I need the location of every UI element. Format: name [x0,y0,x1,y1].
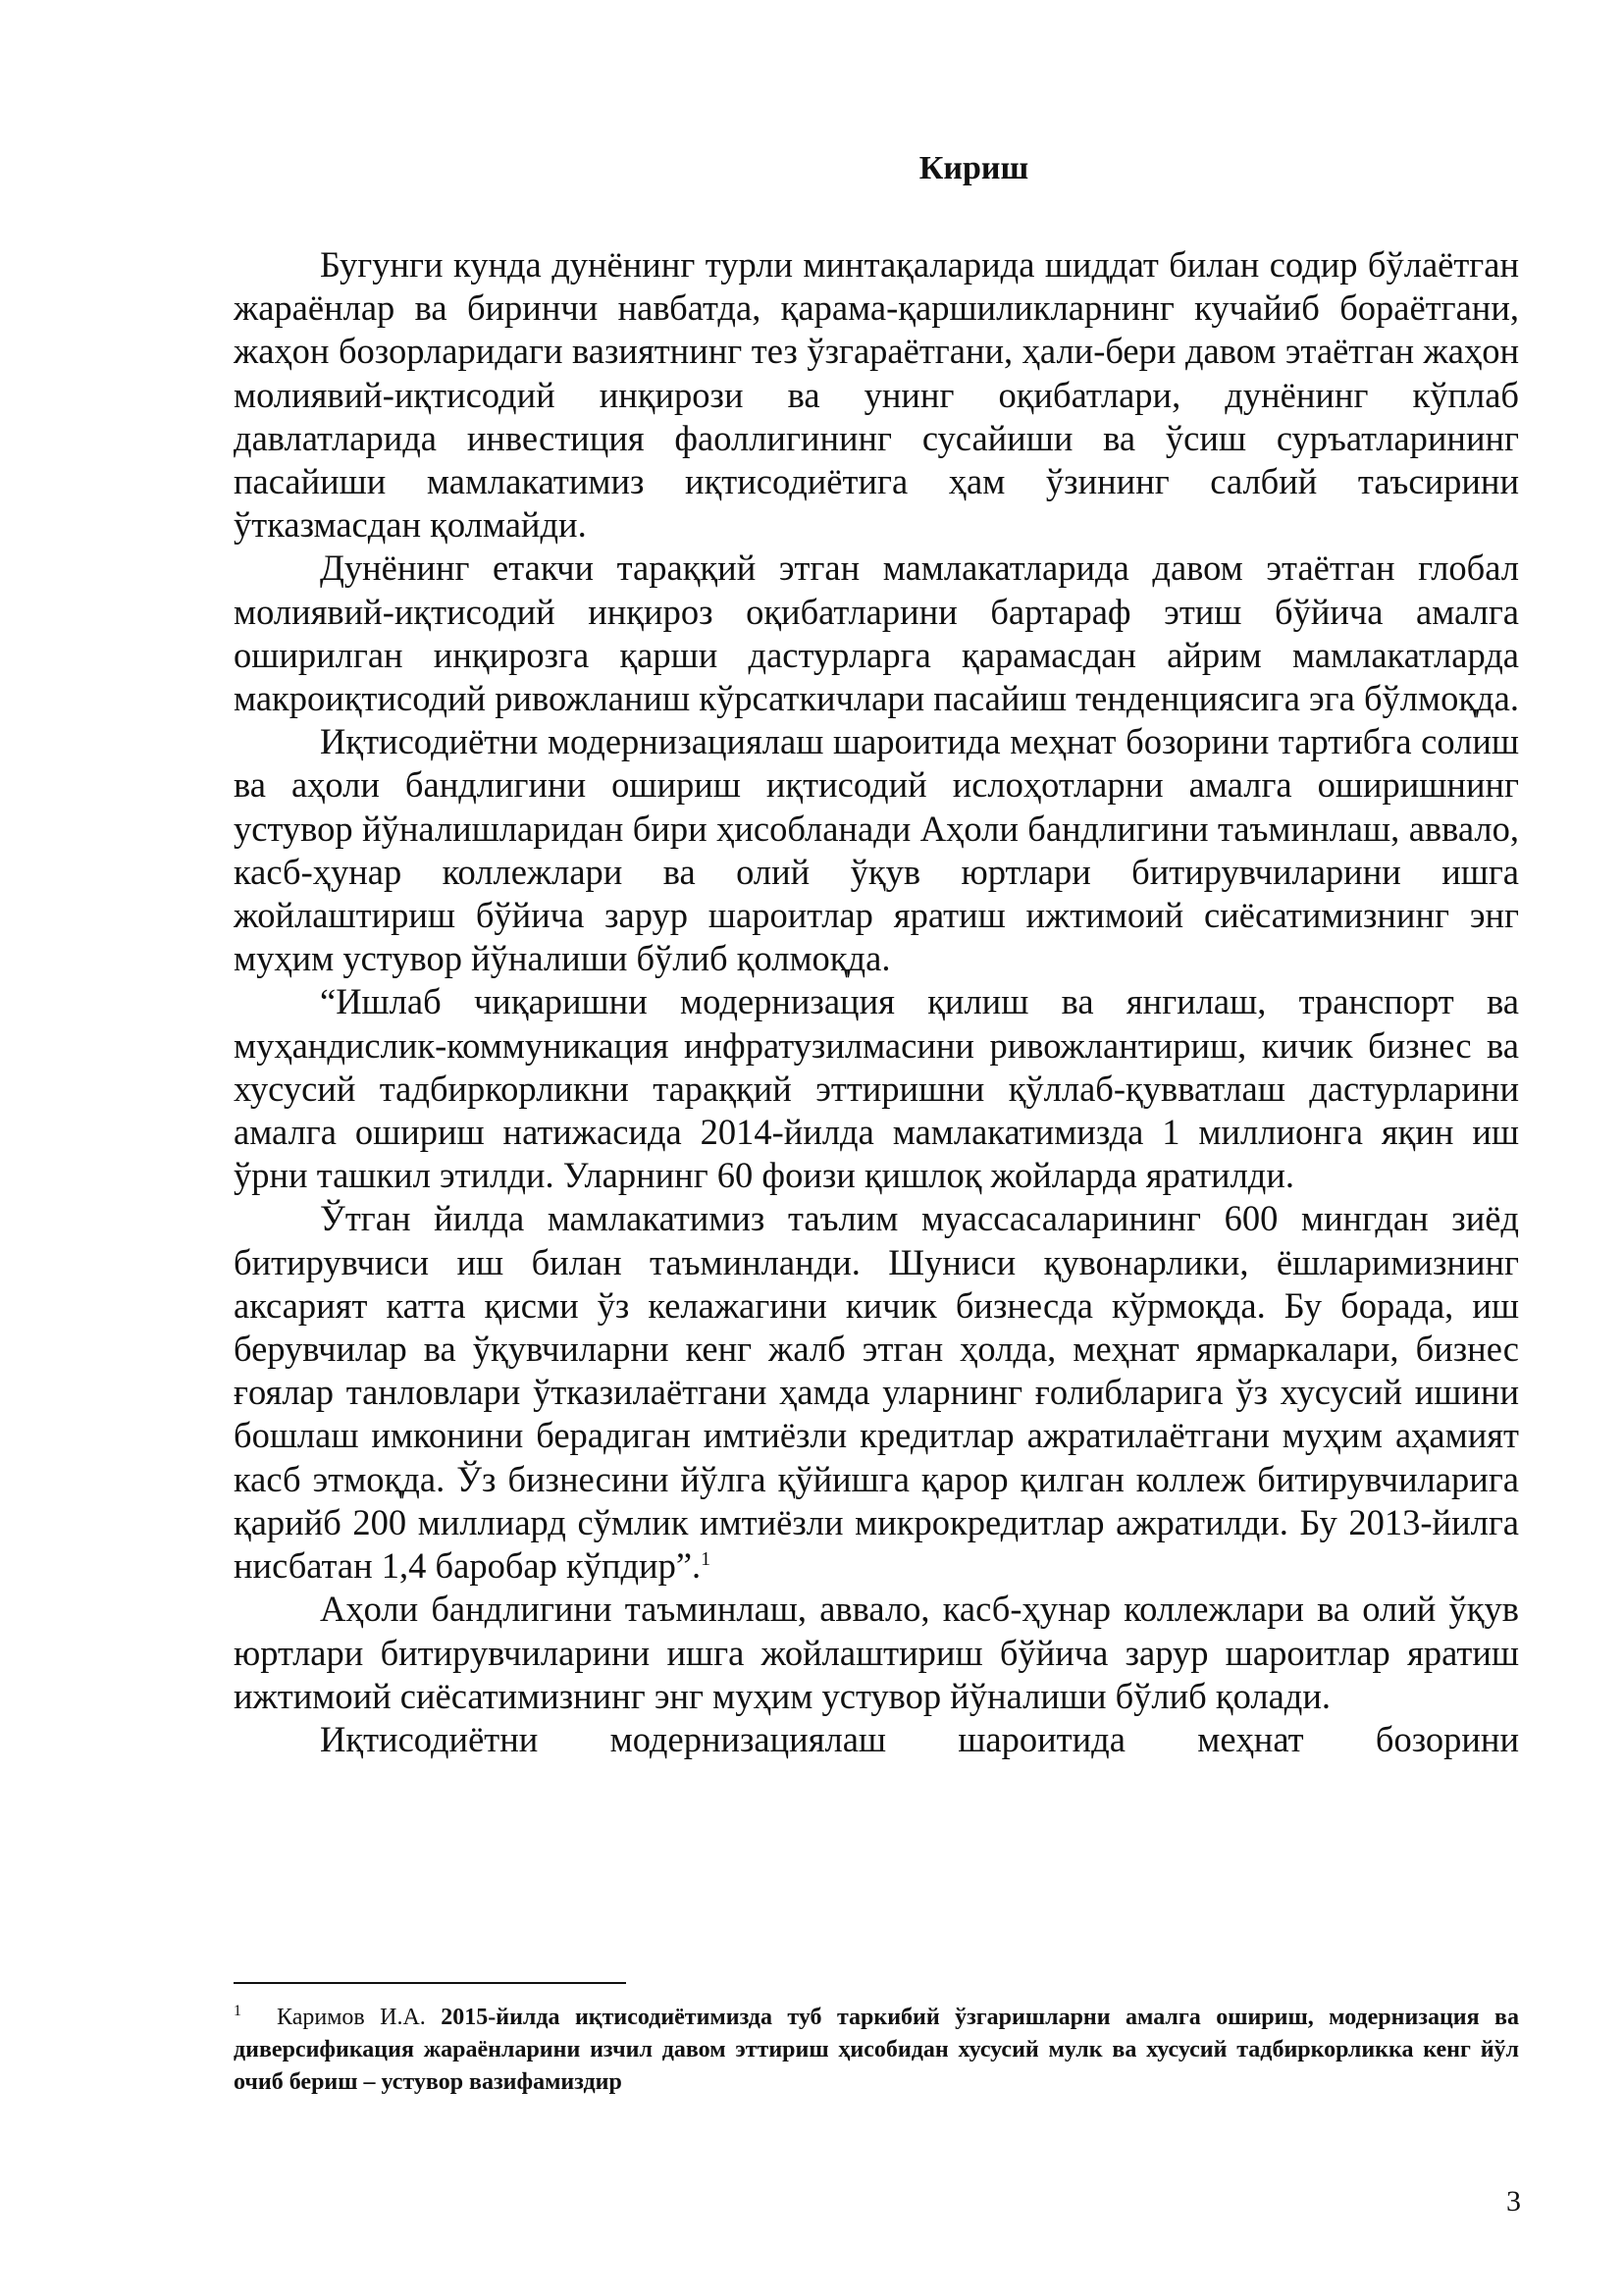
body-text [234,243,1519,1761]
footnote-number: 1 [234,2003,241,2019]
paragraph-with-footnote [234,1197,1519,1588]
footnote [234,2002,1519,2099]
page-title: Кириш [918,150,1029,186]
paragraph-text: Ўтган йилда мамлакатимиз таълим муассасаларининг 600 мингдан зиёд битирувчиси иш билан таъминланди. Шуниси қувонарлики, ёшларимизнинг аксарият катта қисми ўз келажагини кичик бизнесда кўрмоқда. Бу борада, иш берувчилар ва ўқувчиларни кенг жалб этган ҳолда, меҳнат ярмаркалари, бизнес ғоялар танловлари ўтказилаётгани ҳамда уларнинг ғолибларига ўз хусусий ишини бошлаш имконини берадиган имтиёзли кредитлар ажратилаётгани муҳим аҳамият касб этмоқда. Ўз бизнесини йўлга қўйишга қарор қилган коллеж битирувчиларига қарийб 200 миллиард сўмлик имтиёзли микрокредитлар ажратилди. Бу 2013-йилга нисбатан 1,4 баробар кўпдир”. [234,1198,1519,1587]
paragraph: Иқтисодиётни модернизациялаш шароитида меҳнат бозорини тартибга солиш ва аҳоли бандлигини ошириш иқтисодий ислоҳотларни амалга оширишнинг устувор йўналишларидан бири ҳисобланади Аҳоли бандлигини таъминлаш, аввало, касб-ҳунар коллежлари ва олий ўқув юртлари битирувчиларини ишга жойлаштириш бўйича зарур шароитлар яратиш ижтимоий сиёсатимизнинг энг муҳим устувор йўналиши бўлиб қолмоқда. [234,721,1519,979]
paragraph: Дунёнинг етакчи тараққий этган мамлакатларида давом этаётган глобал молиявий-иқтисодий инқироз оқибатларини бартараф этиш бўйича амалга оширилган инқирозга қарши дастурларга қарамасдан айрим мамлакатларда макроиқтисодий ривожланиш кўрсаткичлари пасайиш тенденциясига эга бўлмоқда. [234,548,1519,719]
footnote-title: 2015-йилда иқтисодиётимизда туб таркибий ўзгаришларни амалга ошириш, модернизация ва диверсификация жараёнларини изчил давом эттириш ҳисобидан хусусий мулк ва хусусий тадбиркорликка кенг йўл очиб бериш – устувор вазифамиздир [234,2005,1519,2095]
page-number: 3 [1506,2185,1521,2218]
paragraph: Иқтисодиётни модернизациялаш шароитида меҳнат бозорини [320,1718,1519,1759]
paragraph: Аҳоли бандлигини таъминлаш, аввало, касб-ҳунар коллежлари ва олий ўқув юртлари битирувчиларини ишга жойлаштириш бўйича зарур шароитлар яратиш ижтимоий сиёсатимизнинг энг муҳим устувор йўналиши бўлиб қолади. [234,1589,1519,1716]
paragraph: Бугунги кунда дунёнинг турли минтақаларида шиддат билан содир бўлаётган жараёнлар ва биринчи навбатда, қарама-қаршиликларнинг кучайиб бораётгани, жаҳон бозорларидаги вазиятнинг тез ўзгараётгани, ҳали-бери давом этаётган жаҳон молиявий-иқтисодий инқирози ва унинг оқибатлари, дунёнинг кўплаб давлатларида инвестиция фаоллигининг сусайиши ва ўсиш суръатларининг пасайиши мамлакатимиз иқтисодиётига ҳам ўзининг салбий таъсирини ўтказмасдан қолмайди. [234,244,1519,546]
footnote-reference[interactable]: 1 [701,1547,711,1570]
footnote-author: Каримов И.А. [277,2005,426,2030]
paragraph: “Ишлаб чиқаришни модернизация қилиш ва янгилаш, транспорт ва муҳандислик-коммуникация инфратузилмасини ривожлантириш, кичик бизнес ва хусусий тадбиркорликни тараққий эттиришни қўллаб-қувватлаш дастурларини амалга ошириш натижасида 2014-йилда мамлакатимизда 1 миллионга яқин иш ўрни ташкил этилди. Уларнинг 60 фоизи қишлоқ жойларда яратилди. [234,981,1519,1196]
footnote-separator [234,1982,626,1984]
